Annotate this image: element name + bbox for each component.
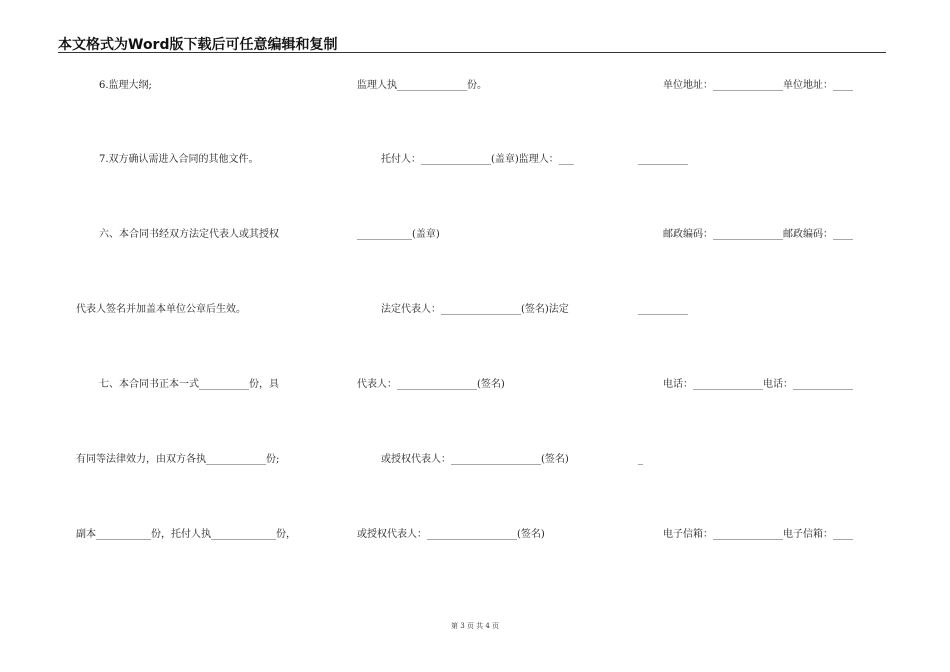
document-header: 本文格式为Word版下载后可任意编辑和复制 <box>58 37 338 53</box>
right-line-1: 单位地址：______________单位地址：____ <box>663 80 853 91</box>
middle-line-1: 监理人执______________份。 <box>357 80 487 91</box>
right-line-6: _ <box>638 454 643 465</box>
left-line-1: 6.监理大纲; <box>99 80 152 91</box>
left-line-6: 有同等法律效力，由双方各执____________份; <box>76 454 280 465</box>
middle-line-7: 或授权代表人：__________________(签名) <box>357 529 545 540</box>
left-line-5: 七、本合同书正本一式__________份，具 <box>99 379 279 390</box>
middle-line-3: ___________(盖章) <box>357 229 440 240</box>
left-line-2: 7.双方确认需进入合同的其他文件。 <box>99 154 259 165</box>
left-line-3: 六、本合同书经双方法定代表人或其授权 <box>99 229 279 240</box>
left-line-7: 副本___________份，托付人执_____________份， <box>76 529 296 540</box>
middle-line-4: 法定代表人：________________(签名)法定 <box>381 304 569 315</box>
middle-line-5: 代表人：________________(签名) <box>357 379 505 390</box>
right-line-4: __________ <box>638 304 688 315</box>
right-line-3: 邮政编码：______________邮政编码：____ <box>663 229 853 240</box>
header-divider <box>58 52 886 53</box>
middle-line-6: 或授权代表人：__________________(签名) <box>381 454 569 465</box>
right-line-2: __________ <box>638 154 688 165</box>
middle-line-2: 托付人：______________(盖章)监理人：___ <box>381 154 574 165</box>
right-line-7: 电子信箱：______________电子信箱：____ <box>663 529 853 540</box>
right-line-5: 电话：______________电话：____________ <box>663 379 853 390</box>
page-number: 第 3 页 共 4 页 <box>450 622 500 630</box>
left-line-4: 代表人签名并加盖本单位公章后生效。 <box>76 304 246 315</box>
